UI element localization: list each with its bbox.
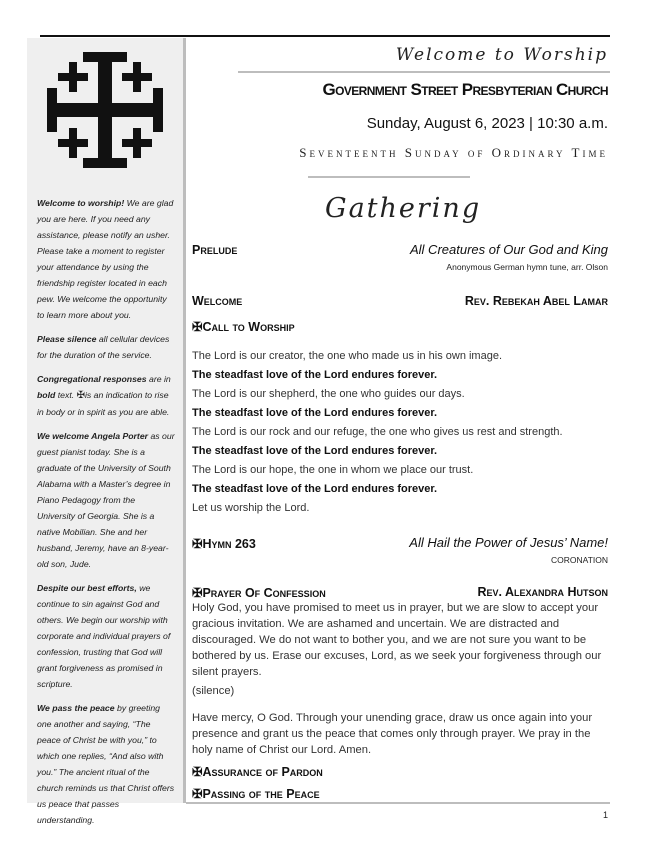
call-to-worship-label: ✠Call to Worship [192,320,295,334]
litany-response: The steadfast love of the Lord endures forever. [192,445,438,457]
liturgical-sunday: Seventeenth Sunday of Ordinary Time [299,145,608,160]
page-number: 1 [602,810,608,820]
rise-cross-icon: ✠ [76,390,85,401]
sidebar-notes [37,195,175,836]
confession-prayer: Holy God, you have promised to meet us in prayer, but we are slow to accept your gracious invitation. We are ashamed and uncertain. We are distracted and discouraged. We do not want to bother you, and we are not sure you want to be bothered by us. Erase our excuses, Lord, as we seek your forgiveness through our silent prayers. [192,602,602,678]
sidebar [27,38,183,825]
section-rule [308,176,470,178]
confession-label: ✠Prayer Of Confession [192,586,326,600]
jerusalem-cross-icon [43,48,167,172]
note-pianist: We welcome Angela Porter as our guest pianist today. She is a graduate of the University of South Alabama with a Master’s degree in Piano Pedagogy from the University of Georgia. She is a native Mobilian. She and her husband, Jeremy, have an 8-year-old son, Jude. [37,431,175,569]
header-rule [238,71,610,73]
silence-note: (silence) [192,685,235,697]
note-silence: Please silence all cellular devices for the duration of the service. [37,334,170,360]
litany-line: The Lord is our creator, the one who made us in his own image. [192,350,503,362]
litany-line: Let us worship the Lord. [192,502,310,514]
church-name: Government Street Presbyterian Church [322,80,608,99]
note-confession: Despite our best efforts, we continue to sin against God and others. We begin our worship with corporate and individual prayers of confession, trusting that God will grant forgiveness as promised in scripture. [37,583,171,689]
mercy-prayer: Have mercy, O God. Through your unending grace, draw us once again into your presence and grant us the peace that comes only through prayer. We pray in the holy name of Christ our Lord. Amen. [192,712,593,756]
welcome-leader: Rev. Rebekah Abel Lamar [464,294,608,308]
note-peace: We pass the peace by greeting one another and saying, “The peace of Christ be with you,” to which one replies, “And also with you.” The ancient ritual of the church reminds us that Christ offers us peace that passes understanding. [37,703,175,825]
note-responses: Congregational responses are in bold text. ✠is an indication to rise in body or in spirit as you are able. [37,374,171,417]
hymn-tune: CORONATION [551,555,608,565]
sidebar-divider [183,38,186,803]
prelude-credit: Anonymous German hymn tune, arr. Olson [446,262,608,272]
top-rule [40,35,610,37]
service-date: Sunday, August 6, 2023 | 10:30 a.m. [366,115,608,132]
bottom-rule [186,802,610,804]
prelude-label: Prelude [192,243,238,257]
peace-label: ✠Passing of the Peace [192,787,320,801]
litany-line: The Lord is our rock and our refuge, the one who gives us rest and strength. [192,426,563,438]
hymn-title: All Hail the Power of Jesus’ Name! [409,535,608,550]
prelude-title: All Creatures of Our God and King [410,242,608,257]
call-to-worship-lines [192,347,612,518]
assurance-label: ✠Assurance of Pardon [192,765,323,779]
note-welcome: Welcome to worship! We are glad you are here. If you need any assistance, please notify an usher. Please take a moment to register your attendance by using the friendship register located in each pew. We welcome the opportunity to learn more about you. [37,198,174,320]
confession-leader: Rev. Alexandra Hutson [477,585,608,599]
hymn-label: ✠Hymn 263 [192,537,256,551]
litany-line: The Lord is our hope, the one in whom we place our trust. [192,464,474,476]
welcome-label: Welcome [192,294,243,308]
litany-response: The steadfast love of the Lord endures forever. [192,407,438,419]
welcome-heading: Welcome to Worship [395,45,608,65]
litany-response: The steadfast love of the Lord endures forever. [192,483,438,495]
litany-response: The steadfast love of the Lord endures forever. [192,369,438,381]
section-title: Gathering [325,193,482,224]
litany-line: The Lord is our shepherd, the one who guides our days. [192,388,465,400]
